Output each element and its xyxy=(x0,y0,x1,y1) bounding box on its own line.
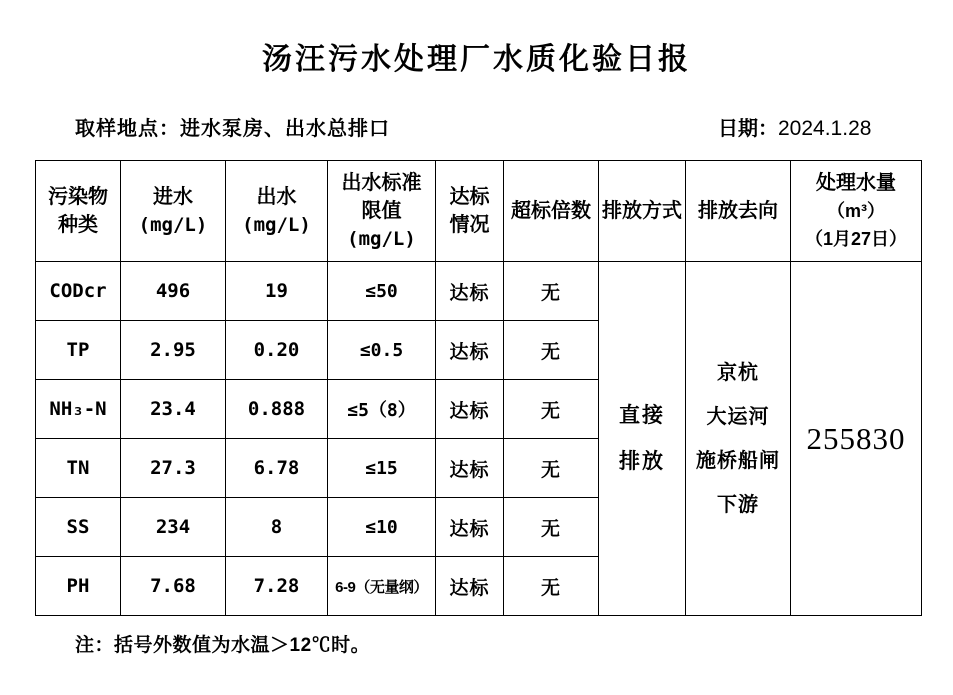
header-limit: 出水标准 限值 (mg/L) xyxy=(328,161,436,262)
pollutant-name: PH xyxy=(36,557,121,616)
inflow-value: 496 xyxy=(121,262,226,321)
discharge-mode-cell: 直接 排放 xyxy=(599,262,686,616)
date-label: 日期： xyxy=(718,118,778,140)
status-value: 达标 xyxy=(436,439,504,498)
status-value: 达标 xyxy=(436,380,504,439)
pollutant-name: TN xyxy=(36,439,121,498)
header-exceed: 超标倍数 xyxy=(504,161,599,262)
status-value: 达标 xyxy=(436,498,504,557)
limit-value: ≤50 xyxy=(328,262,436,321)
inflow-value: 27.3 xyxy=(121,439,226,498)
header-status: 达标 情况 xyxy=(436,161,504,262)
status-value: 达标 xyxy=(436,557,504,616)
footnote: 注：括号外数值为水温＞12℃时。 xyxy=(75,635,371,656)
sampling-location: 取样地点：进水泵房、出水总排口 xyxy=(75,118,390,140)
header-inflow: 进水 (mg/L) xyxy=(121,161,226,262)
exceed-value: 无 xyxy=(504,439,599,498)
exceed-value: 无 xyxy=(504,557,599,616)
pollutant-name: TP xyxy=(36,321,121,380)
inflow-value: 234 xyxy=(121,498,226,557)
discharge-destination-cell: 京杭 大运河 施桥船闸 下游 xyxy=(686,262,791,616)
outflow-value: 6.78 xyxy=(226,439,328,498)
table-row xyxy=(36,262,922,321)
exceed-value: 无 xyxy=(504,498,599,557)
outflow-value: 8 xyxy=(226,498,328,557)
limit-value: ≤15 xyxy=(328,439,436,498)
treated-volume-value: 255830 xyxy=(806,420,906,456)
exceed-value: 无 xyxy=(504,321,599,380)
header-outflow: 出水 (mg/L) xyxy=(226,161,328,262)
water-quality-table xyxy=(35,160,922,616)
table-header-row xyxy=(36,161,922,262)
treated-volume-cell xyxy=(791,262,922,616)
status-value: 达标 xyxy=(436,321,504,380)
header-treated-volume: 处理水量 （m³） （1月27日） xyxy=(791,161,922,262)
exceed-value: 无 xyxy=(504,380,599,439)
limit-value: ≤5（8） xyxy=(328,380,436,439)
header-discharge-destination: 排放去向 xyxy=(686,161,791,262)
outflow-value: 7.28 xyxy=(226,557,328,616)
limit-value: ≤0.5 xyxy=(328,321,436,380)
inflow-value: 2.95 xyxy=(121,321,226,380)
limit-value: 6-9（无量纲） xyxy=(328,557,436,616)
outflow-value: 19 xyxy=(226,262,328,321)
pollutant-name: CODcr xyxy=(36,262,121,321)
pollutant-name: SS xyxy=(36,498,121,557)
limit-value: ≤10 xyxy=(328,498,436,557)
date-value: 2024.1.28 xyxy=(778,117,872,140)
pollutant-name: NH₃-N xyxy=(36,380,121,439)
header-discharge-mode: 排放方式 xyxy=(599,161,686,262)
exceed-value: 无 xyxy=(504,262,599,321)
inflow-value: 7.68 xyxy=(121,557,226,616)
inflow-value: 23.4 xyxy=(121,380,226,439)
page-title: 汤汪污水处理厂水质化验日报 xyxy=(262,43,691,76)
status-value: 达标 xyxy=(436,262,504,321)
outflow-value: 0.888 xyxy=(226,380,328,439)
outflow-value: 0.20 xyxy=(226,321,328,380)
report-date xyxy=(718,112,871,141)
header-pollutant: 污染物 种类 xyxy=(36,161,121,262)
